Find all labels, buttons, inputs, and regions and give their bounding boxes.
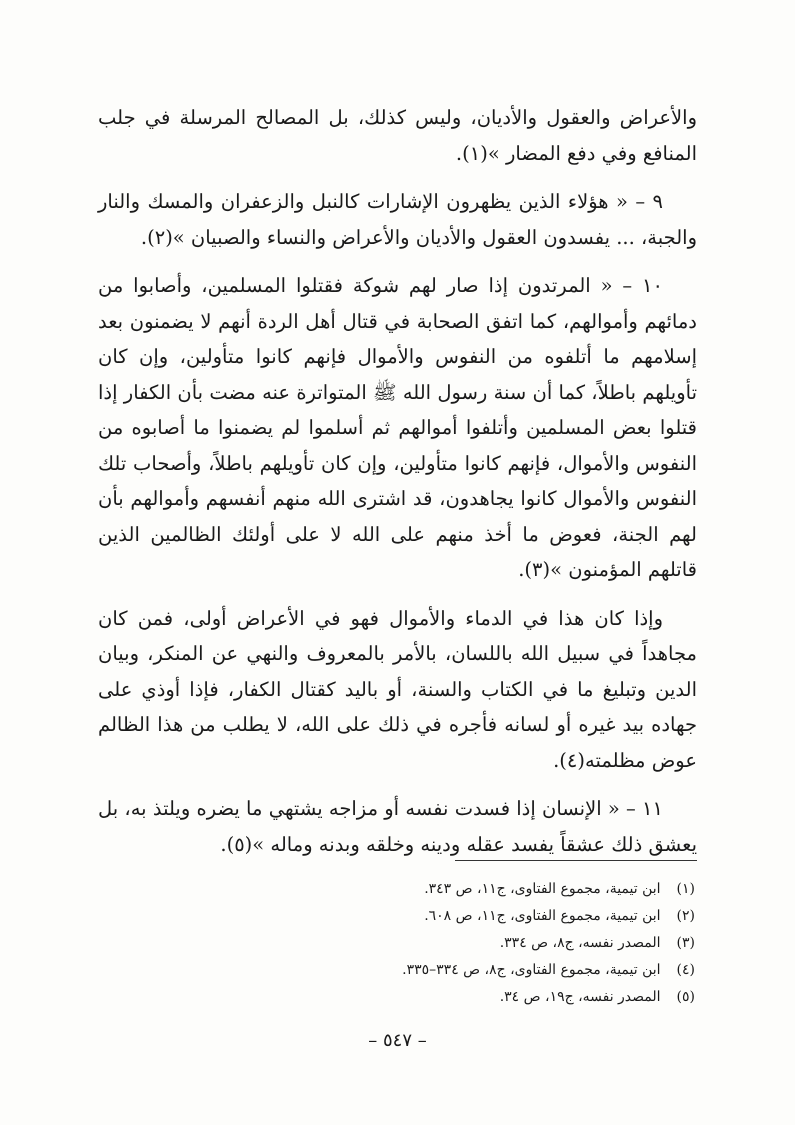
footnote-number: (٣)	[676, 935, 695, 951]
paragraph: والأعراض والعقول والأديان، وليس كذلك، بل المصالح المرسلة في جلب المنافع وفي دفع المضار »(١).	[98, 106, 697, 165]
paragraph: ١١ – « الإنسان إذا فسدت نفسه أو مزاجه يشتهي ما يضره ويلتذ به، بل يعشق ذلك عشقاً يفسد عقله ودينه وخلقه وبدنه وماله »(٥).	[98, 797, 697, 856]
page-number: – ٥٤٧ –	[368, 1030, 427, 1051]
paragraph: ١٠ – « المرتدون إذا صار لهم شوكة فقتلوا المسلمين، وأصابوا من دمائهم وأموالهم، كما اتفق الصحابة في قتال أهل الردة أنهم لا يضمنون بعد إسلامهم ما أتلفوه من النفوس والأموال فإنهم كانوا متأولين، وإن كان تأويلهم باطلاً، كما أن سنة رسول الله ﷺ المتواترة عنه مضت بأن الكفار إذا قتلوا بعض المسلمين وأتلفوا أموالهم ثم أسلموا لم يضمنوا ما أصابوه من النفوس والأموال، فإنهم كانوا متأولين، وإن كان تأويلهم باطلاً، وأصحاب تلك النفوس والأموال كانوا يجاهدون، قد اشترى الله منهم أنفسهم وأموالهم بأن لهم الجنة، فعوض ما أخذ منهم على الله لا على أولئك الظالمين الذين قاتلهم المؤمنون »(٣).	[98, 274, 697, 581]
footnote	[98, 876, 695, 903]
footnote-text: المصدر نفسه، ج٨، ص ٣٣٤.	[499, 935, 661, 951]
footnote-text: ابن تيمية، مجموع الفتاوى، ج١١، ص ٣٤٣.	[424, 881, 661, 897]
footnote-number: (٢)	[676, 908, 695, 924]
paragraph: ٩ – « هؤلاء الذين يظهرون الإشارات كالنبل والزعفران والمسك والنار والجبة، ... يفسدون العقول والأديان والأعراض والنساء والصبيان »(٢).	[98, 190, 697, 249]
footnote-text: المصدر نفسه، ج١٩، ص ٣٤.	[499, 989, 661, 1005]
footnote-number: (١)	[676, 881, 695, 897]
footnote-text: ابن تيمية، مجموع الفتاوى، ج١١، ص ٦٠٨.	[424, 908, 661, 924]
footnote-number: (٥)	[676, 989, 695, 1005]
paragraph: وإذا كان هذا في الدماء والأموال فهو في الأعراض أولى، فمن كان مجاهداً في سبيل الله باللسان، بالأمر بالمعروف والنهي عن المنكر، وبيان الدين وتبليغ ما في الكتاب والسنة، أو باليد كقتال الكفار، فإذا أوذي على جهاده بيد غيره أو لسانه فأجره في ذلك على الله، لا يطلب من هذا الظالم عوض مظلمته(٤).	[98, 606, 697, 772]
footnote	[98, 957, 695, 984]
footnote-separator	[455, 860, 697, 861]
footnote-text: ابن تيمية، مجموع الفتاوى، ج٨، ص ٣٣٤–٣٣٥.	[402, 962, 661, 978]
footnote	[98, 903, 695, 930]
footnote-number: (٤)	[676, 962, 695, 978]
footnote	[98, 930, 695, 957]
footnote	[98, 984, 695, 1011]
footnotes-list	[98, 876, 695, 1011]
main-text	[98, 100, 697, 875]
